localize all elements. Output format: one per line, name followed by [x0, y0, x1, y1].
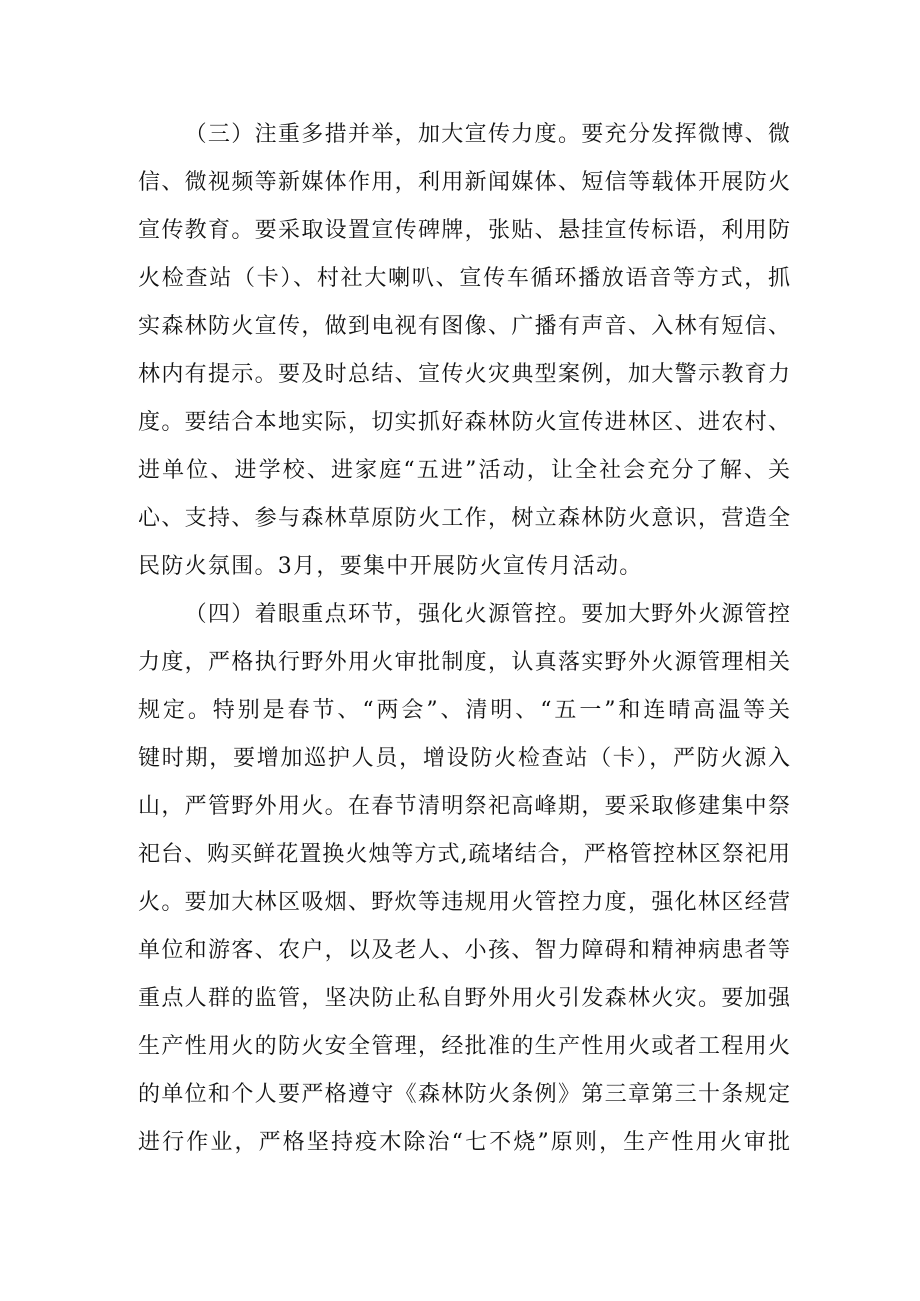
paragraph-line: 祀台、购买鲜花置换火烛等方式,疏堵结合，严格管控林区祭祀用 [138, 842, 790, 867]
paragraph-line: 规定。特别是春节、“两会”、清明、“五一”和连晴高温等关 [138, 698, 790, 723]
paragraph-line: 信、微视频等新媒体作用，利用新闻媒体、短信等载体开展防火 [138, 170, 790, 195]
paragraph-line: 林内有提示。要及时总结、宣传火灾典型案例，加大警示教育力 [138, 362, 790, 387]
paragraph-publicity [138, 111, 790, 591]
paragraph-line: 重点人群的监管，坚决防止私自野外用火引发森林火灾。要加强 [138, 986, 790, 1011]
document-body [138, 111, 790, 1167]
paragraph-line: （四）着眼重点环节，强化火源管控。要加大野外火源管控 [184, 602, 790, 627]
paragraph-line: 宣传教育。要采取设置宣传碑牌，张贴、悬挂宣传标语，利用防 [138, 218, 790, 243]
paragraph-line: 进单位、进学校、进家庭“五进”活动，让全社会充分了解、关 [138, 458, 790, 483]
paragraph-line: 生产性用火的防火安全管理，经批准的生产性用火或者工程用火 [138, 1034, 790, 1059]
paragraph-line: 民防火氛围。3月，要集中开展防火宣传月活动。 [138, 554, 643, 579]
paragraph-line: 实森林防火宣传，做到电视有图像、广播有声音、入林有短信、 [138, 314, 790, 339]
paragraph-line: 度。要结合本地实际，切实抓好森林防火宣传进林区、进农村、 [138, 410, 790, 435]
paragraph-line: 的单位和个人要严格遵守《森林防火条例》第三章第三十条规定 [138, 1082, 790, 1107]
paragraph-line: 单位和游客、农户，以及老人、小孩、智力障碍和精神病患者等 [138, 938, 790, 963]
paragraph-line: 山，严管野外用火。在春节清明祭祀高峰期，要采取修建集中祭 [138, 794, 790, 819]
paragraph-line: 火。要加大林区吸烟、野炊等违规用火管控力度，强化林区经营 [138, 890, 790, 915]
paragraph-line: 火检查站（卡）、村社大喇叭、宣传车循环播放语音等方式，抓 [138, 266, 790, 291]
paragraph-line: （三）注重多措并举，加大宣传力度。要充分发挥微博、微 [184, 122, 790, 147]
paragraph-line: 键时期，要增加巡护人员，增设防火检查站（卡），严防火源入 [138, 746, 790, 771]
paragraph-fire-source-control [138, 591, 790, 1167]
paragraph-line: 进行作业，严格坚持疫木除治“七不烧”原则，生产性用火审批 [138, 1130, 790, 1155]
paragraph-line: 心、支持、参与森林草原防火工作，树立森林防火意识，营造全 [138, 506, 790, 531]
paragraph-line: 力度，严格执行野外用火审批制度，认真落实野外火源管理相关 [138, 650, 790, 675]
